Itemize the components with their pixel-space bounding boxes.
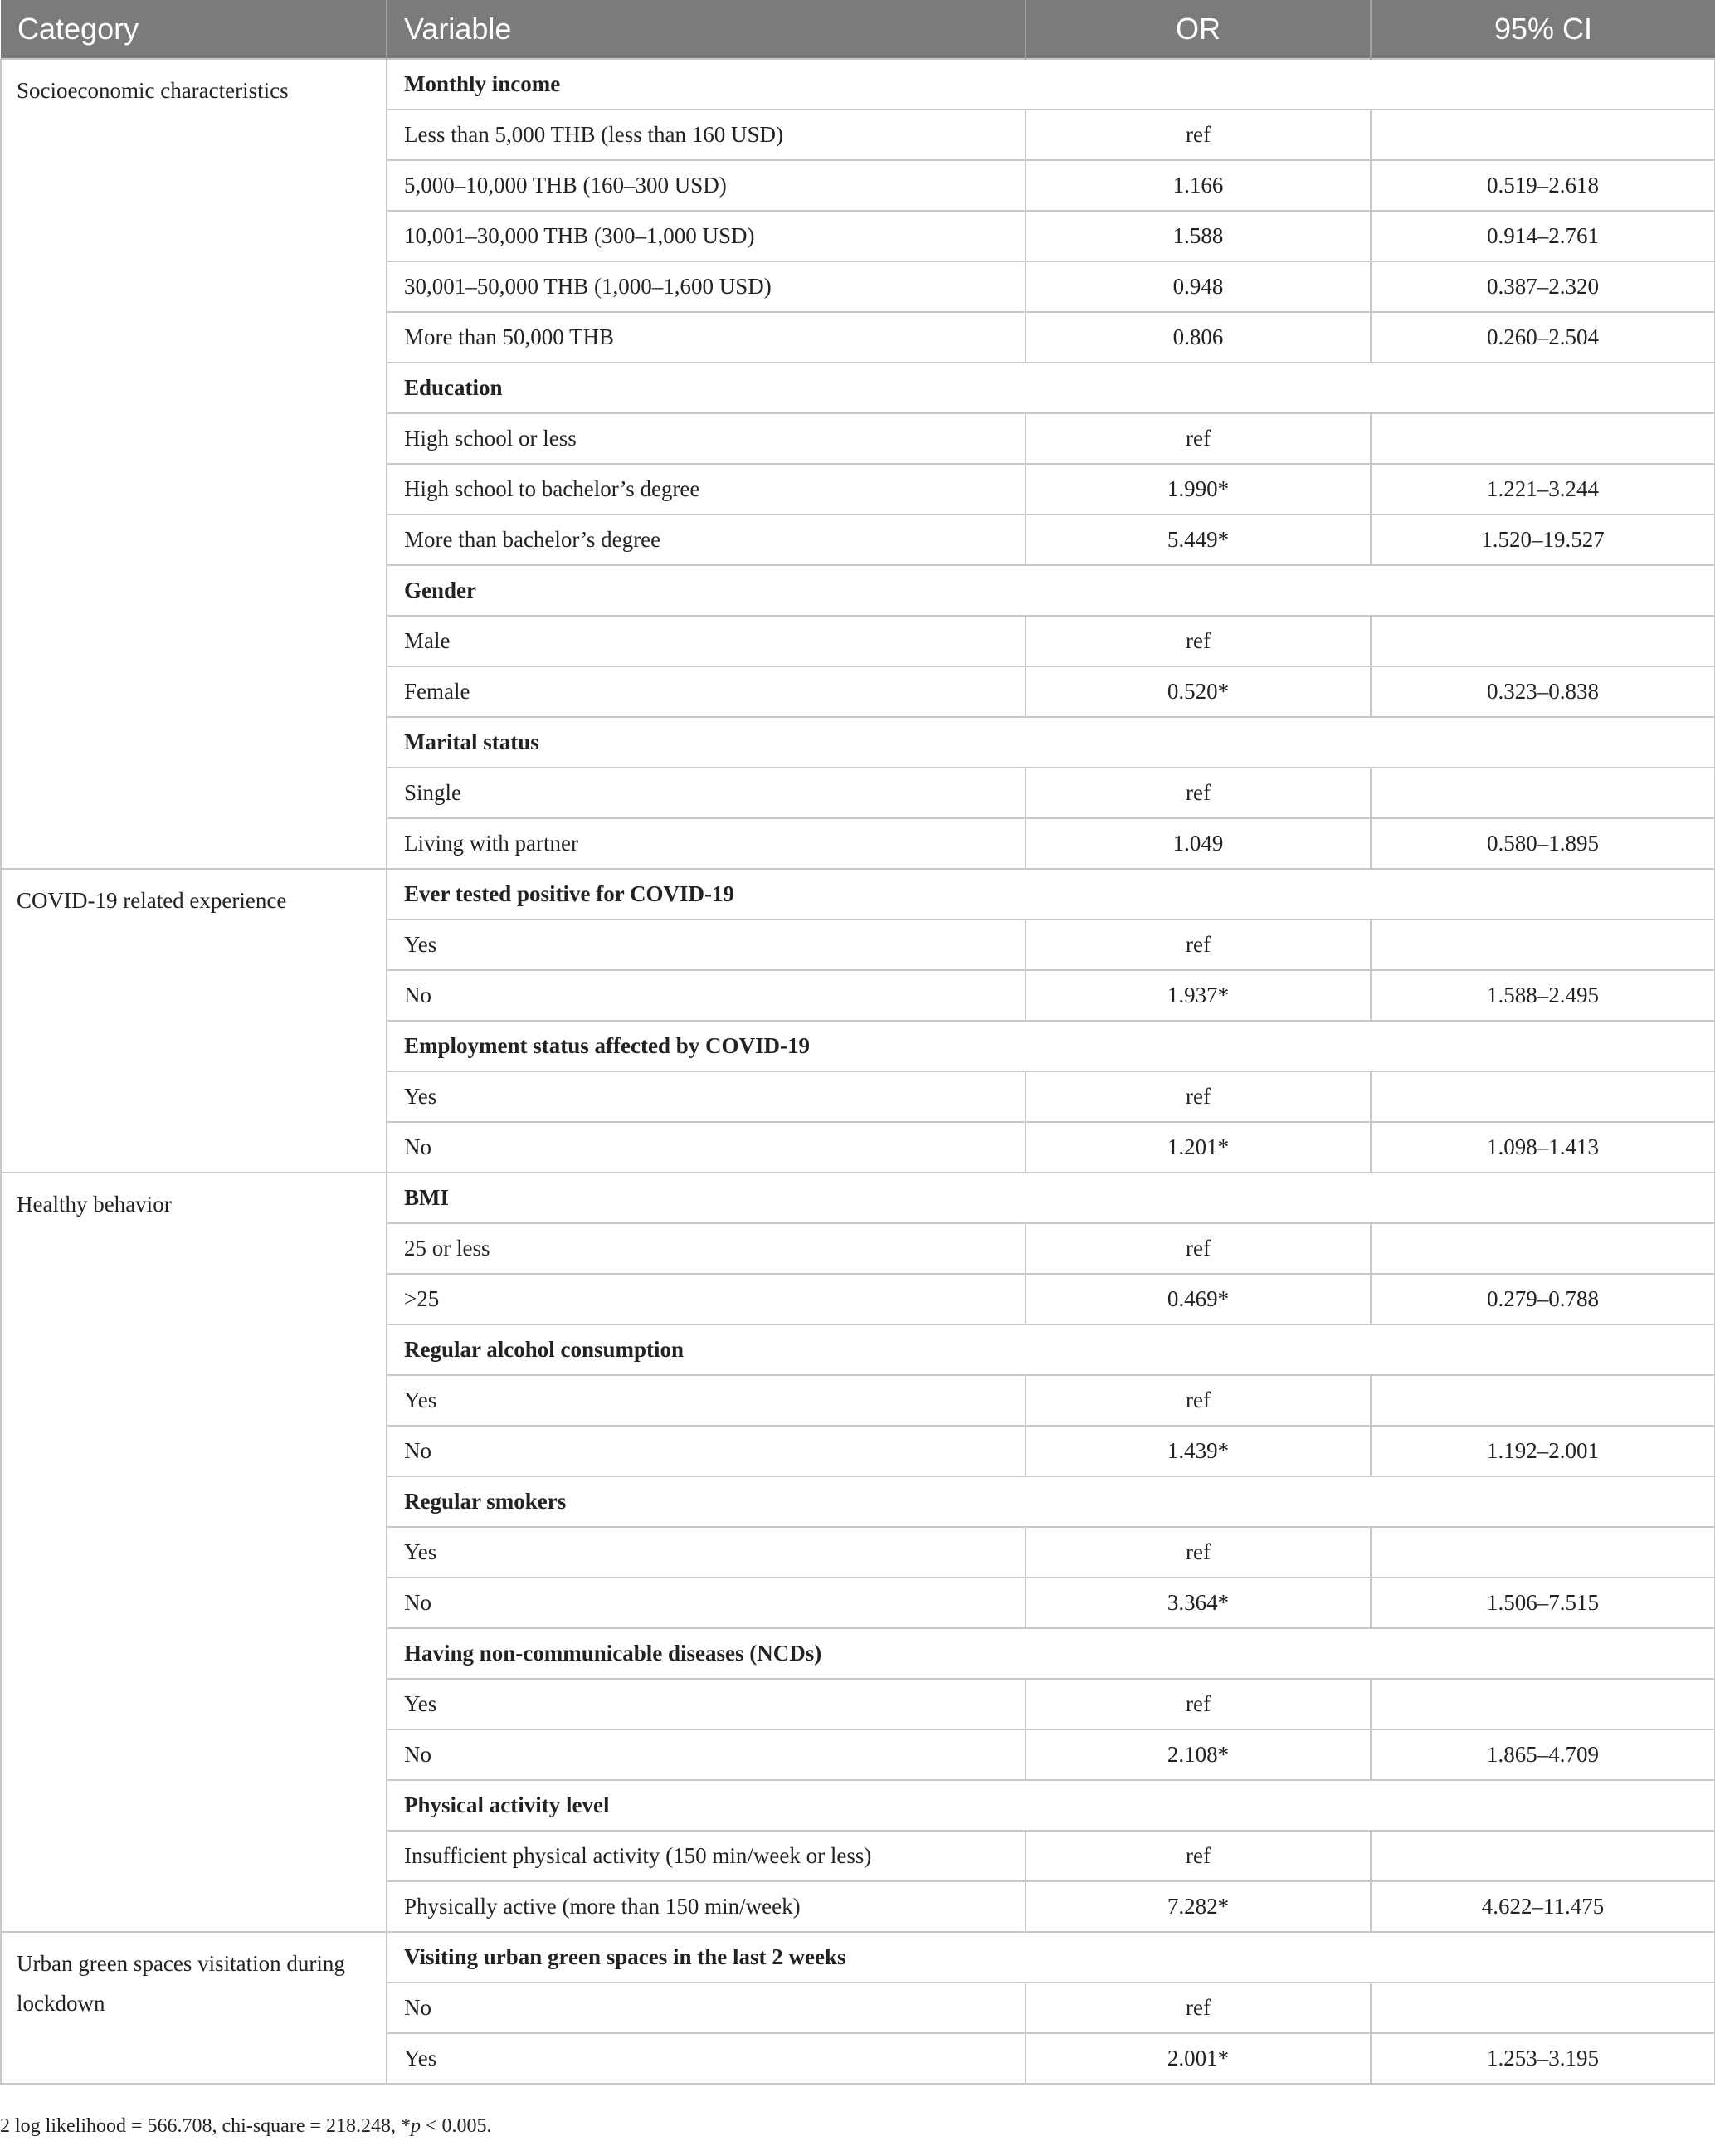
odds-ratio: ref	[1026, 768, 1371, 818]
odds-ratio: ref	[1026, 1831, 1371, 1881]
odds-ratio: 0.520*	[1026, 666, 1371, 717]
odds-ratio: ref	[1026, 919, 1371, 970]
header-category: Category	[1, 0, 387, 59]
confidence-interval	[1371, 1223, 1715, 1274]
odds-ratio: ref	[1026, 1527, 1371, 1578]
variable-header-row	[1, 59, 1715, 110]
level-label: Yes	[387, 919, 1026, 970]
level-label: 10,001–30,000 THB (300–1,000 USD)	[387, 211, 1026, 261]
table-footnote	[0, 2115, 492, 2138]
confidence-interval	[1371, 1831, 1715, 1881]
variable-name: Regular smokers	[387, 1476, 1715, 1527]
variable-name: Monthly income	[387, 59, 1715, 110]
level-label: No	[387, 970, 1026, 1021]
level-label: Yes	[387, 2033, 1026, 2084]
odds-ratio: ref	[1026, 1071, 1371, 1122]
confidence-interval	[1371, 919, 1715, 970]
odds-ratio: 1.166	[1026, 160, 1371, 211]
level-label: Yes	[387, 1679, 1026, 1729]
level-label: Yes	[387, 1527, 1026, 1578]
odds-ratio: 5.449*	[1026, 515, 1371, 565]
level-label: Female	[387, 666, 1026, 717]
level-label: More than bachelor’s degree	[387, 515, 1026, 565]
header-ci: 95% CI	[1371, 0, 1715, 59]
level-label: No	[387, 1578, 1026, 1628]
level-label: Physically active (more than 150 min/week)	[387, 1881, 1026, 1932]
odds-ratio: ref	[1026, 110, 1371, 160]
level-label: 25 or less	[387, 1223, 1026, 1274]
odds-ratio: 7.282*	[1026, 1881, 1371, 1932]
level-label: Single	[387, 768, 1026, 818]
variable-name: Ever tested positive for COVID-19	[387, 869, 1715, 919]
footnote-p: p	[411, 2115, 421, 2137]
odds-ratio: ref	[1026, 1375, 1371, 1426]
table-body	[1, 59, 1715, 2084]
confidence-interval: 1.588–2.495	[1371, 970, 1715, 1021]
confidence-interval: 0.580–1.895	[1371, 818, 1715, 869]
odds-ratio: 0.948	[1026, 261, 1371, 312]
variable-name: Physical activity level	[387, 1780, 1715, 1831]
confidence-interval	[1371, 1527, 1715, 1578]
odds-ratio: ref	[1026, 616, 1371, 666]
confidence-interval: 1.098–1.413	[1371, 1122, 1715, 1173]
confidence-interval	[1371, 1071, 1715, 1122]
category-cell: Urban green spaces visitation during lockdown	[1, 1932, 387, 2084]
odds-ratio: 0.469*	[1026, 1274, 1371, 1324]
confidence-interval: 1.506–7.515	[1371, 1578, 1715, 1628]
level-label: Yes	[387, 1375, 1026, 1426]
variable-name: Education	[387, 363, 1715, 413]
confidence-interval: 1.221–3.244	[1371, 464, 1715, 515]
odds-ratio: 0.806	[1026, 312, 1371, 363]
odds-ratio: ref	[1026, 1679, 1371, 1729]
odds-ratio: ref	[1026, 413, 1371, 464]
level-label: No	[387, 1122, 1026, 1173]
level-label: 5,000–10,000 THB (160–300 USD)	[387, 160, 1026, 211]
odds-ratio: 1.937*	[1026, 970, 1371, 1021]
variable-name: Marital status	[387, 717, 1715, 768]
odds-ratio: 2.108*	[1026, 1729, 1371, 1780]
confidence-interval: 1.192–2.001	[1371, 1426, 1715, 1476]
confidence-interval	[1371, 1679, 1715, 1729]
odds-ratio: 1.201*	[1026, 1122, 1371, 1173]
level-label: More than 50,000 THB	[387, 312, 1026, 363]
category-cell: COVID-19 related experience	[1, 869, 387, 1173]
variable-name: Regular alcohol consumption	[387, 1324, 1715, 1375]
confidence-interval	[1371, 1375, 1715, 1426]
confidence-interval	[1371, 616, 1715, 666]
variable-header-row	[1, 1173, 1715, 1223]
confidence-interval: 0.519–2.618	[1371, 160, 1715, 211]
footnote-prefix: 2 log likelihood = 566.708, chi-square = 218.248, *	[0, 2115, 412, 2137]
level-label: Less than 5,000 THB (less than 160 USD)	[387, 110, 1026, 160]
level-label: Insufficient physical activity (150 min/week or less)	[387, 1831, 1026, 1881]
level-label: High school to bachelor’s degree	[387, 464, 1026, 515]
confidence-interval	[1371, 1983, 1715, 2033]
odds-ratio: 1.049	[1026, 818, 1371, 869]
confidence-interval	[1371, 413, 1715, 464]
confidence-interval: 1.253–3.195	[1371, 2033, 1715, 2084]
level-label: >25	[387, 1274, 1026, 1324]
header-row	[1, 0, 1715, 59]
odds-ratio: ref	[1026, 1983, 1371, 2033]
confidence-interval	[1371, 110, 1715, 160]
category-cell: Socioeconomic characteristics	[1, 59, 387, 869]
odds-ratio: 1.990*	[1026, 464, 1371, 515]
footnote-suffix: < 0.005.	[421, 2115, 492, 2137]
odds-ratio: ref	[1026, 1223, 1371, 1274]
confidence-interval: 4.622–11.475	[1371, 1881, 1715, 1932]
variable-header-row	[1, 1932, 1715, 1983]
odds-ratio: 3.364*	[1026, 1578, 1371, 1628]
level-label: No	[387, 1983, 1026, 2033]
variable-name: Visiting urban green spaces in the last 2 weeks	[387, 1932, 1715, 1983]
level-label: No	[387, 1426, 1026, 1476]
confidence-interval: 1.865–4.709	[1371, 1729, 1715, 1780]
confidence-interval: 1.520–19.527	[1371, 515, 1715, 565]
confidence-interval: 0.914–2.761	[1371, 211, 1715, 261]
confidence-interval: 0.323–0.838	[1371, 666, 1715, 717]
variable-header-row	[1, 869, 1715, 919]
level-label: Male	[387, 616, 1026, 666]
variable-name: BMI	[387, 1173, 1715, 1223]
category-cell: Healthy behavior	[1, 1173, 387, 1932]
confidence-interval: 0.387–2.320	[1371, 261, 1715, 312]
odds-ratio: 2.001*	[1026, 2033, 1371, 2084]
odds-ratio: 1.588	[1026, 211, 1371, 261]
variable-name: Gender	[387, 565, 1715, 616]
variable-name: Having non-communicable diseases (NCDs)	[387, 1628, 1715, 1679]
level-label: Yes	[387, 1071, 1026, 1122]
variable-name: Employment status affected by COVID-19	[387, 1021, 1715, 1071]
header-or: OR	[1026, 0, 1371, 59]
confidence-interval: 0.260–2.504	[1371, 312, 1715, 363]
level-label: High school or less	[387, 413, 1026, 464]
level-label: No	[387, 1729, 1026, 1780]
confidence-interval	[1371, 768, 1715, 818]
header-variable: Variable	[387, 0, 1026, 59]
confidence-interval: 0.279–0.788	[1371, 1274, 1715, 1324]
level-label: Living with partner	[387, 818, 1026, 869]
level-label: 30,001–50,000 THB (1,000–1,600 USD)	[387, 261, 1026, 312]
odds-ratio: 1.439*	[1026, 1426, 1371, 1476]
